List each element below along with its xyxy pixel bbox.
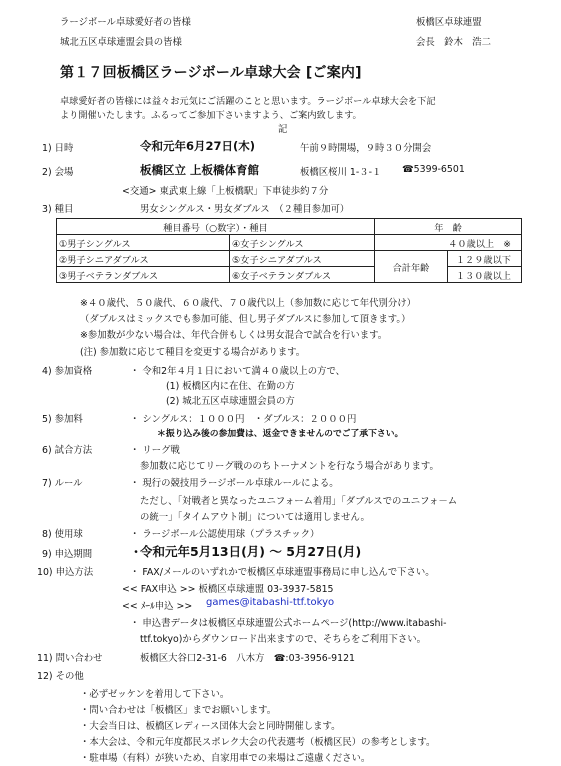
table-cell-age-group: 合計年齢 bbox=[375, 251, 448, 283]
period-bullet: ・ bbox=[130, 545, 143, 559]
item-events-value: 男女シングルス・男女ダブルス （２種目参加可） bbox=[140, 204, 350, 215]
table-row bbox=[57, 235, 522, 251]
table-header-row bbox=[57, 219, 522, 235]
other-line-2: ・問い合わせは「板橋区」までお願いします。 bbox=[80, 705, 277, 716]
recipient-line-1: ラージボール卓球愛好者の皆様 bbox=[60, 17, 191, 28]
table-cell-women: ④女子シングルス bbox=[230, 235, 375, 251]
intro-line-2: より開催いたします。ふるってご参加下さいますよう、ご案内致します。 bbox=[60, 110, 362, 121]
page-title: 第１７回板橋区ラージボール卓球大会 [ご案内] bbox=[60, 65, 362, 81]
apply-fax: << FAX申込 >> 板橋区卓球連盟 03-3937-5815 bbox=[122, 584, 334, 595]
item-date-number: 1) 日時 bbox=[42, 143, 74, 154]
other-line-1: ・必ずゼッケンを着用して下さい。 bbox=[80, 689, 230, 700]
qualification-line-2: (1) 板橋区内に在住、在勤の方 bbox=[166, 381, 295, 392]
table-cell-women: ⑥女子ベテランダブルス bbox=[230, 267, 375, 283]
apply-mail-label: << ﾒｰﾙ申込 >> bbox=[122, 601, 193, 612]
item-format-number: 6) 試合方法 bbox=[42, 445, 93, 456]
table-cell-age: １３０歳以上 bbox=[448, 267, 522, 283]
format-line-1: ・ リーグ戦 bbox=[130, 445, 180, 456]
format-line-2: 参加数に応じてリーグ戦ののちトーナメントを行なう場合があります。 bbox=[140, 461, 439, 472]
table-row bbox=[57, 267, 522, 283]
note-1: ※４０歳代、５０歳代、６０歳代、７０歳代以上（参加数に応じて年代別分け） bbox=[80, 298, 416, 309]
item-venue-access: <交通> 東武東上線「上板橋駅」下車徒歩約７分 bbox=[122, 186, 329, 197]
qualification-line-1: ・ 令和2年４月１日において満４０歳以上の方で、 bbox=[130, 366, 346, 377]
recipient-line-2: 城北五区卓球連盟会員の皆様 bbox=[60, 37, 182, 48]
rules-line-1: ・ 現行の競技用ラージボール卓球ルールによる。 bbox=[130, 478, 339, 489]
item-events-number: 3) 種目 bbox=[42, 204, 74, 215]
apply-line-1: ・ FAX/メールのいずれかで板橋区卓球連盟事務局に申し込んで下さい。 bbox=[130, 567, 435, 578]
apply-mail-address[interactable]: games@itabashi-ttf.tokyo bbox=[206, 597, 335, 608]
table-cell-women: ⑤女子シニアダブルス bbox=[230, 251, 375, 267]
intro-line-1: 卓球愛好者の皆様には益々お元気にご活躍のことと思います。ラージボール卓球大会を下記 bbox=[60, 96, 436, 107]
item-venue-address: 板橋区桜川 1-３-１ bbox=[300, 167, 382, 178]
sender-line-2: 会長 鈴木 浩二 bbox=[416, 37, 492, 48]
item-date-value: 令和元年6月27日(木) bbox=[140, 139, 256, 153]
rules-line-3: の統一」「タイムアウト制」については適用しません。 bbox=[140, 512, 370, 523]
item-venue-value: 板橋区立 上板橋体育館 bbox=[140, 163, 260, 177]
rules-line-2: ただし、「対戦者と異なったユニフォーム着用」「ダブルスでのユニフォ－ム bbox=[140, 496, 458, 507]
item-apply-number: 10) 申込方法 bbox=[37, 567, 94, 578]
qualification-line-3: (2) 城北五区卓球連盟会員の方 bbox=[166, 396, 295, 407]
table-cell-men: ②男子シニアダブルス bbox=[57, 251, 230, 267]
fee-refund-note: ＊振り込み後の参加費は、返金できませんのでご了承下さい。 bbox=[157, 429, 404, 439]
note-4: (注) 参加数に応じて種目を変更する場合があります。 bbox=[80, 347, 306, 358]
ki-mark: 記 bbox=[278, 124, 288, 135]
table-cell-age: ４０歳以上 ※ bbox=[375, 235, 522, 251]
note-2: （ダブルスはミックスでも参加可能、但し男子ダブルスに参加して頂きます。） bbox=[80, 314, 411, 325]
other-line-4: ・本大会は、令和元年度都民スポレク大会の代表選考（板橋区民）の参考とします。 bbox=[80, 737, 436, 748]
other-line-3: ・大会当日は、板橋区レディース団体大会と同時開催します。 bbox=[80, 721, 341, 732]
table-cell-age: １２９歳以下 bbox=[448, 251, 522, 267]
apply-line-5: ttf.tokyo)からダウンロード出来ますので、そちらをご利用下さい。 bbox=[140, 634, 426, 645]
table-header-age: 年 齢 bbox=[375, 219, 522, 235]
item-ball-number: 8) 使用球 bbox=[42, 529, 83, 540]
fee-line-1: ・ シングルス：１０００円 ・ダブルス：２０００円 bbox=[130, 414, 357, 425]
item-contact-number: 11) 問い合わせ bbox=[37, 653, 103, 664]
item-fee-number: 5) 参加料 bbox=[42, 414, 83, 425]
apply-line-4: ・ 申込書データは板橋区卓球連盟公式ホームページ(http://www.itabashi- bbox=[130, 618, 447, 629]
table-cell-men: ①男子シングルス bbox=[57, 235, 230, 251]
item-date-note: 午前９時開場，９時３０分開会 bbox=[300, 143, 432, 154]
item-venue-phone: ☎5399-6501 bbox=[402, 164, 465, 175]
item-period-number: 9) 申込期間 bbox=[42, 549, 93, 560]
item-rules-number: 7) ルール bbox=[42, 478, 83, 489]
table-row bbox=[57, 251, 522, 267]
table-cell-men: ③男子ベテランダブルス bbox=[57, 267, 230, 283]
contact-value: 板橋区大谷口2-31-6 八木方 ☎:03-3956-9121 bbox=[140, 653, 355, 664]
other-line-5: ・駐車場（有料）が狭いため、自家用車での来場はご遠慮ください。 bbox=[80, 753, 371, 764]
note-3: ※参加数が少ない場合は、年代合併もしくは男女混合で試合を行います。 bbox=[80, 330, 388, 341]
item-other-number: 12) その他 bbox=[37, 671, 84, 682]
table-header-event: 種目番号（○数字）・種目 bbox=[57, 219, 375, 235]
sender-line-1: 板橋区卓球連盟 bbox=[416, 17, 482, 28]
item-venue-number: 2) 会場 bbox=[42, 167, 74, 178]
item-qualification-number: 4) 参加資格 bbox=[42, 366, 93, 377]
events-table bbox=[56, 218, 522, 283]
ball-line-1: ・ ラージボール公認使用球（プラスチック） bbox=[130, 529, 320, 540]
period-value: 令和元年5月13日(月) ～ 5月27日(月) bbox=[140, 544, 362, 559]
